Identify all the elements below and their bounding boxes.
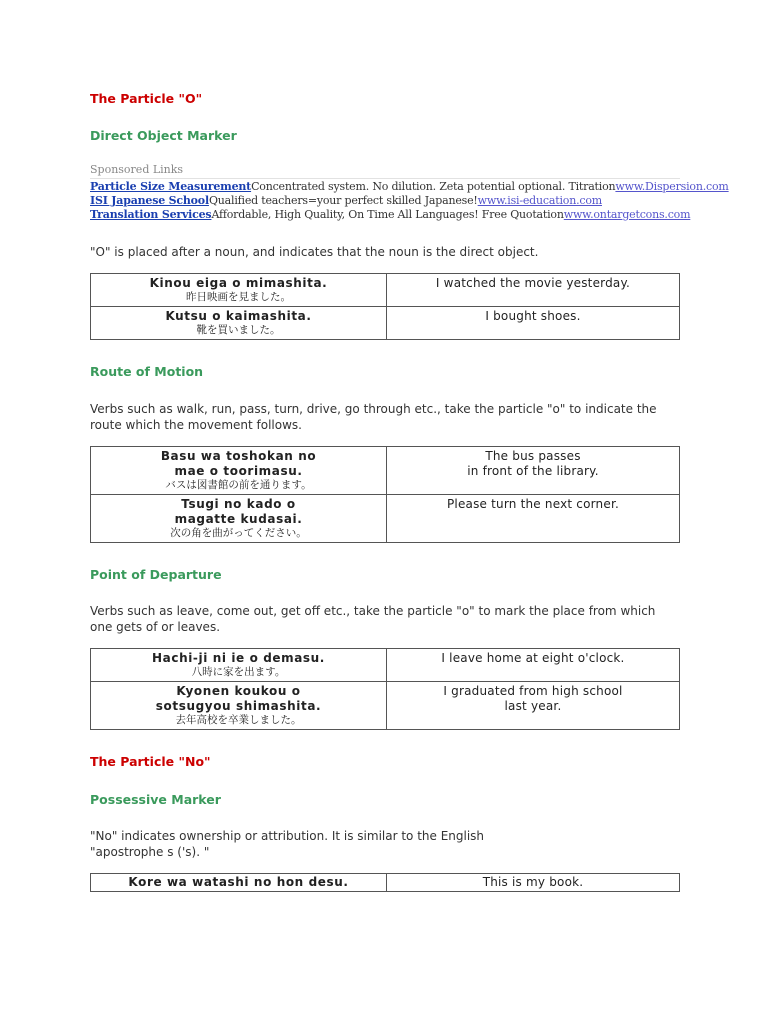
romaji-text: Kyonen koukou o — [176, 684, 301, 698]
english-text: in front of the library. — [467, 464, 599, 478]
kana-text: バスは図書館の前を通ります。 — [165, 479, 312, 491]
kana-text: 去年高校を卒業しました。 — [175, 714, 302, 726]
romaji-text: magatte kudasai. — [174, 512, 303, 526]
english-cell — [387, 874, 680, 892]
route-table — [90, 446, 680, 543]
romaji-text: Kore wa watashi no hon desu. — [128, 875, 349, 889]
direct-object-table — [90, 273, 680, 340]
sponsored-links-title: Sponsored Links — [90, 163, 680, 179]
romaji-text: Kinou eiga o mimashita. — [149, 276, 328, 290]
japanese-cell — [91, 682, 387, 730]
romaji-text: Basu wa toshokan no — [160, 449, 317, 463]
table-row — [91, 649, 680, 682]
possessive-paragraph — [90, 829, 680, 860]
table-row — [91, 447, 680, 495]
english-text: I graduated from high school — [443, 684, 623, 698]
romaji-text: mae o toorimasu. — [174, 464, 303, 478]
japanese-cell — [91, 495, 387, 543]
english-cell — [387, 495, 680, 543]
possessive-table — [90, 873, 680, 892]
ad-url-link[interactable]: www.Dispersion.com — [615, 180, 729, 193]
japanese-cell — [91, 274, 387, 307]
japanese-cell — [91, 447, 387, 495]
english-cell — [387, 307, 680, 340]
romaji-text: Kutsu o kaimashita. — [165, 309, 312, 323]
ad-url-link[interactable]: www.ontargetcons.com — [563, 208, 691, 221]
english-text: I watched the movie yesterday. — [435, 276, 631, 290]
english-cell — [387, 649, 680, 682]
ad-text: Affordable, High Quality, On Time All Languages! Free Quotation — [211, 208, 564, 221]
departure-table — [90, 648, 680, 730]
japanese-cell — [91, 307, 387, 340]
english-cell — [387, 447, 680, 495]
kana-text: 次の角を曲がってください。 — [170, 527, 307, 539]
particle-no-heading: The Particle "No" — [90, 754, 211, 769]
english-cell — [387, 682, 680, 730]
ad-text: Concentrated system. No dilution. Zeta potential optional. Titration — [251, 180, 616, 193]
ad-title-link[interactable]: Particle Size Measurement — [90, 180, 252, 193]
table-row — [91, 682, 680, 730]
ad-title-link[interactable]: Translation Services — [90, 208, 212, 221]
kana-text: 昨日映画を見ました。 — [186, 291, 291, 303]
ad-item — [90, 208, 691, 222]
departure-paragraph: Verbs such as leave, come out, get off etc., take the particle "o" to mark the place from which one gets of or leaves. — [90, 604, 656, 634]
route-of-motion-heading: Route of Motion — [90, 364, 204, 379]
possessive-line: "apostrophe s ('s). " — [90, 844, 210, 859]
english-text: This is my book. — [482, 875, 584, 889]
english-text: I bought shoes. — [485, 309, 581, 323]
ad-title-link[interactable]: ISI Japanese School — [90, 194, 209, 207]
point-of-departure-heading: Point of Departure — [90, 567, 222, 582]
table-row — [91, 307, 680, 340]
possessive-line: "No" indicates ownership or attribution. It is similar to the English — [90, 829, 485, 843]
direct-object-heading: Direct Object Marker — [90, 128, 237, 143]
romaji-text: Tsugi no kado o — [181, 497, 296, 511]
japanese-cell — [91, 874, 387, 892]
possessive-marker-heading: Possessive Marker — [90, 792, 221, 807]
english-text: last year. — [504, 699, 562, 713]
ad-item — [90, 180, 729, 194]
ad-item — [90, 194, 680, 208]
ad-url-link[interactable]: www.isi-education.com — [477, 194, 602, 207]
romaji-text: sotsugyou shimashita. — [155, 699, 322, 713]
english-cell — [387, 274, 680, 307]
table-row — [91, 874, 680, 892]
table-row — [91, 274, 680, 307]
route-paragraph: Verbs such as walk, run, pass, turn, drive, go through etc., take the particle "o" to indicate the route which the movement follows. — [90, 402, 657, 432]
kana-text: 靴を買いました。 — [196, 324, 281, 336]
english-text: I leave home at eight o'clock. — [441, 651, 625, 665]
kana-text: 八時に家を出ます。 — [191, 666, 286, 678]
ad-text: Qualified teachers=your perfect skilled Japanese! — [208, 194, 478, 207]
english-text: Please turn the next corner. — [446, 497, 619, 511]
sponsored-links — [90, 163, 729, 222]
japanese-cell — [91, 649, 387, 682]
direct-object-paragraph: "O" is placed after a noun, and indicates that the noun is the direct object. — [90, 245, 539, 259]
table-row — [91, 495, 680, 543]
romaji-text: Hachi-ji ni ie o demasu. — [152, 651, 325, 665]
particle-o-heading: The Particle "O" — [90, 91, 203, 106]
english-text: The bus passes — [485, 449, 581, 463]
